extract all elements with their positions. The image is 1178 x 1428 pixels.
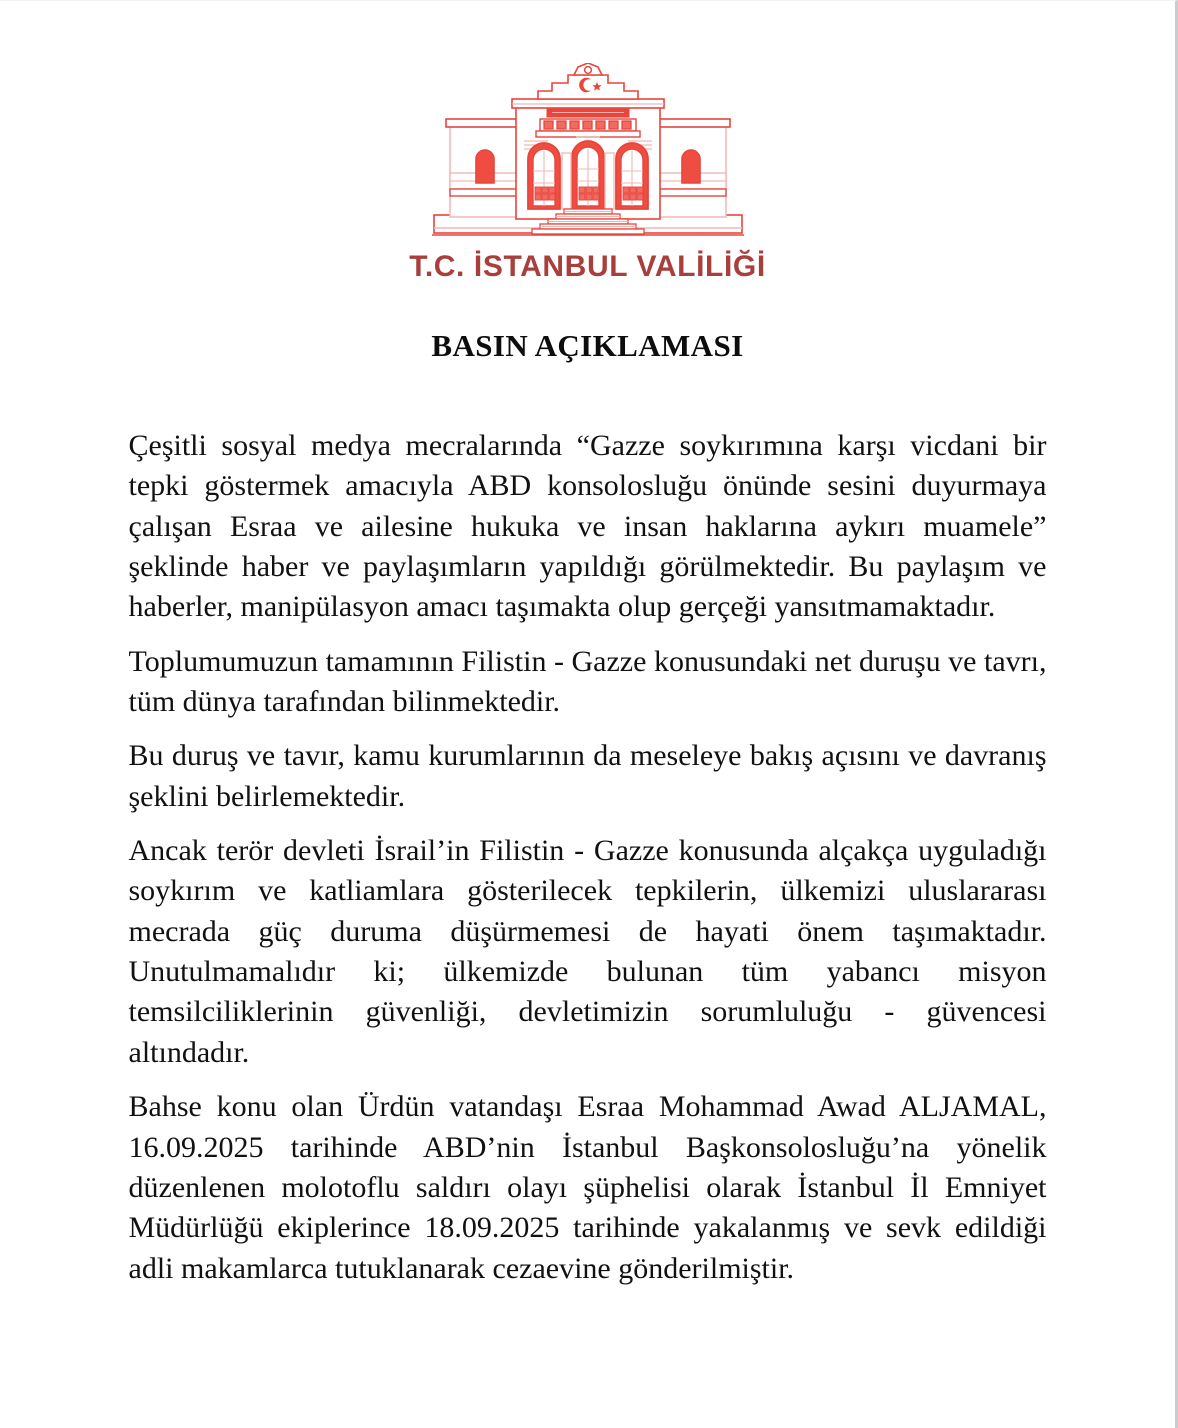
page-title: BASIN AÇIKLAMASI (431, 328, 744, 363)
paragraph: Bu duruş ve tavır, kamu kurumlarının da meseleye bakış açısını ve davranış şeklini belirlemektedir. (128, 739, 1047, 813)
paragraph: Toplumumuzun tamamının Filistin - Gazze konusundaki net duruşu ve tavrı, tüm dünya tarafından bilinmektedir. (128, 644, 1047, 719)
paragraph: Ancak terör devleti İsrail’in Filistin - Gazze konusunda alçakça uyguladığı soykırım ve katliamlara gösterilecek tepkilerin, ülkemizi uluslararası mecrada güç duruma düşürmemesi de hayati önem taşımaktadır. Unutulmamalıdır ki; ülkemizde bulunan tüm yabancı misyon temsilciliklerinin güvenliği, devletimizin sorumluluğu - güvencesi altındadır. (128, 834, 1047, 1069)
istanbul-governorship-emblem-icon (428, 63, 748, 248)
letterhead-logo-block (0, 1, 1175, 284)
document-body (129, 426, 1047, 1289)
paragraph: Çeşitli sosyal medya mecralarında “Gazze soykırımına karşı vicdani bir tepki göstermek amacıyla ABD konsolosluğu önünde sesini duyurmaya çalışan Esraa ve ailesine hukuka ve insan haklarına aykırı muamele” şeklinde haber ve paylaşımların yapıldığı görülmektedir. Bu paylaşım ve haberler, manipülasyon amacı taşımakta olup gerçeği yansıtmamaktadır. (128, 429, 1047, 624)
building-emblem-svg (428, 63, 748, 248)
paragraph: Bahse konu olan Ürdün vatandaşı Esraa Mohammad Awad ALJAMAL, 16.09.2025 tarihinde ABD’nin İstanbul Başkonsolosluğu’na yönelik düzenlenen molotoflu saldırı olayı şüphelisi olarak İstanbul İl Emniyet Müdürlüğü ekiplerince 18.09.2025 tarihinde yakalanmış ve sevk edildiği adli makamlarca tutuklanarak cezaevine gönderilmiştir. (128, 1090, 1047, 1285)
logo-wordmark: T.C. İSTANBUL VALİLİĞİ (409, 250, 766, 283)
